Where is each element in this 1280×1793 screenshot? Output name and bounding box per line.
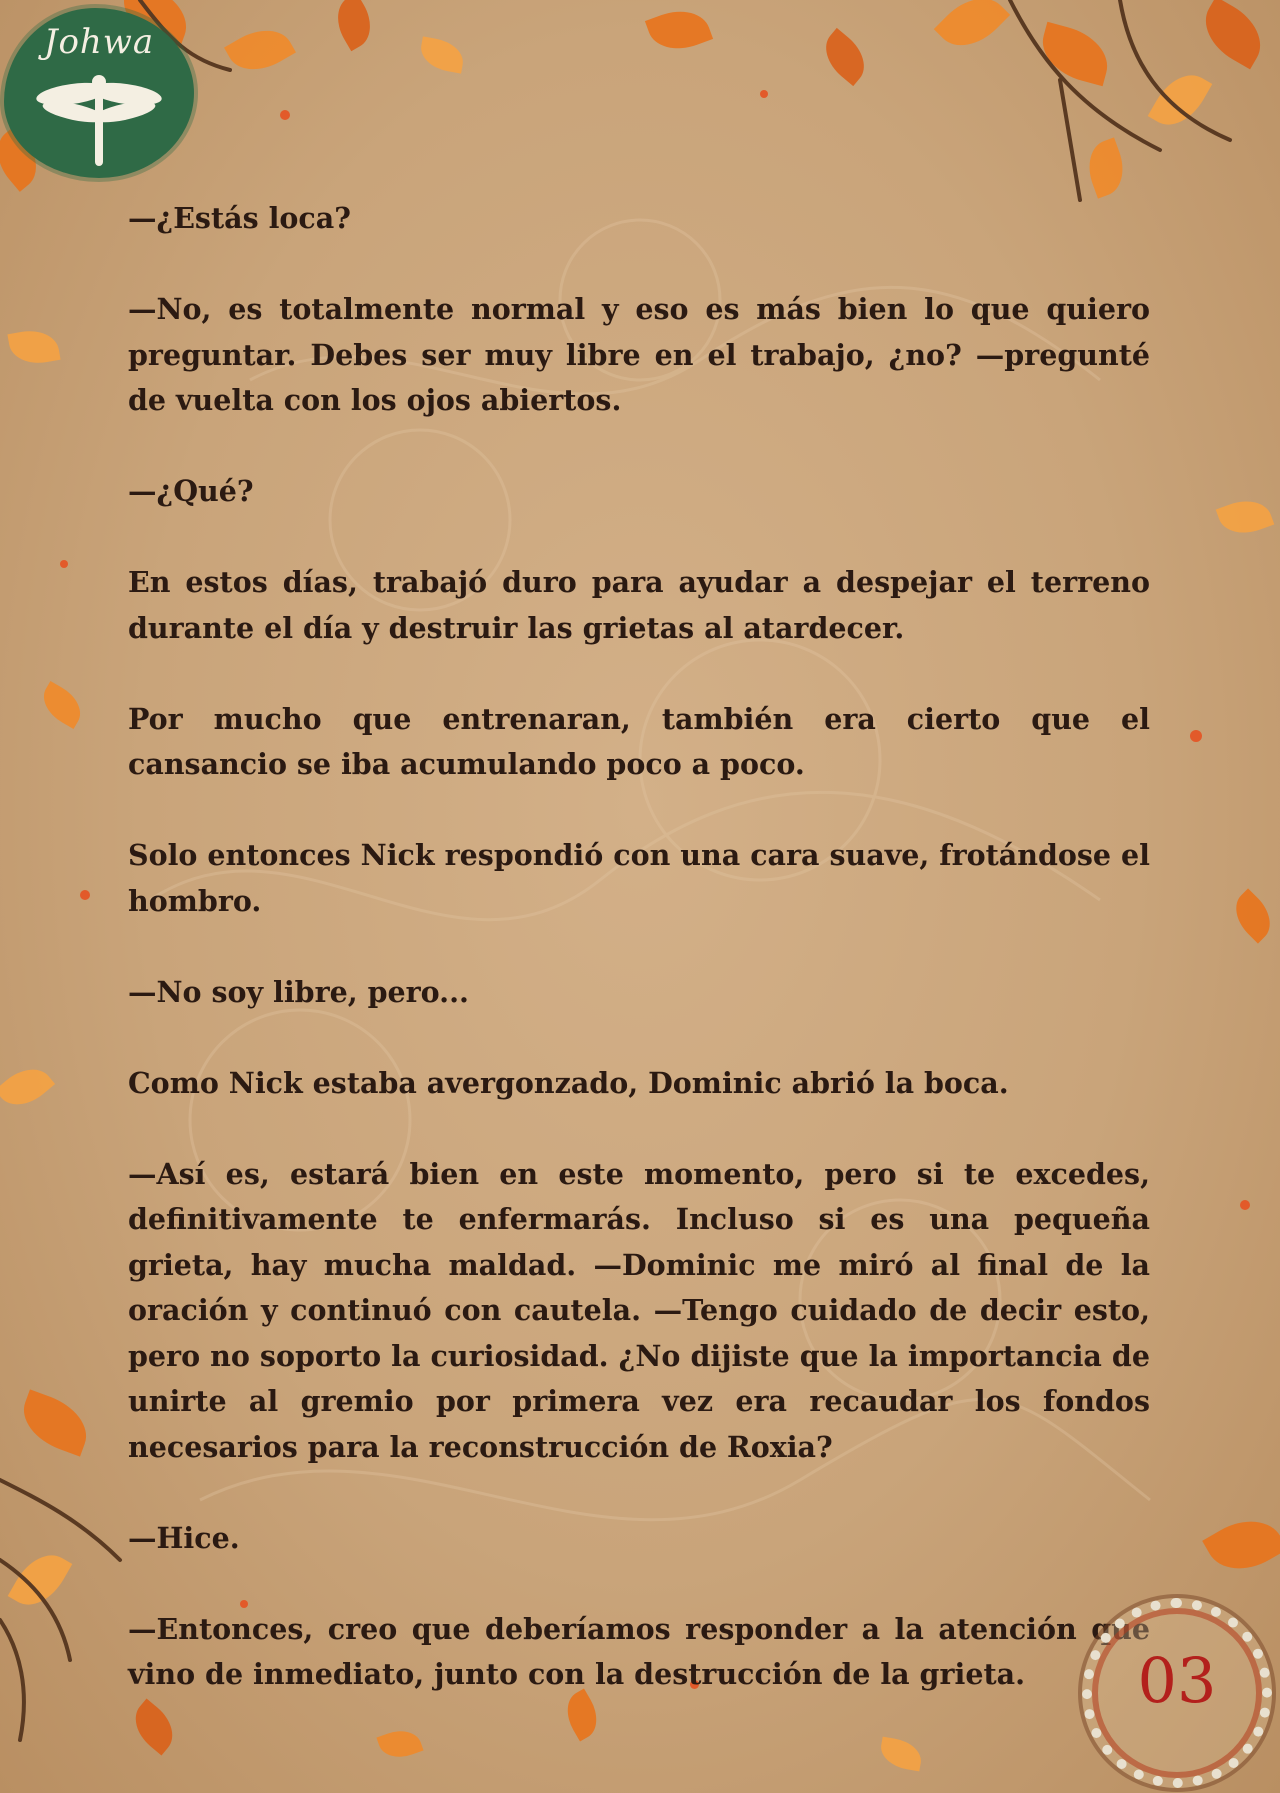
- paragraph: —No, es totalmente normal y eso es más bien lo que quiero preguntar. Debes ser muy libre en el trabajo, ¿no? —pregunté de vuelta con los ojos abiertos.: [128, 292, 1150, 417]
- paragraph: En estos días, trabajó duro para ayudar a despejar el terreno durante el día y destruir las grietas al atardecer.: [128, 565, 1150, 645]
- paragraph: Por mucho que entrenaran, también era cierto que el cansancio se iba acumulando poco a poco.: [128, 701, 1150, 781]
- paragraph: —Entonces, creo que deberíamos responder a la atención que vino de inmediato, junto con la destrucción de la grieta.: [128, 1611, 1150, 1691]
- paragraph: —¿Qué?: [128, 474, 254, 508]
- paragraph: —Así es, estará bien en este momento, pero si te excedes, definitivamente te enfermarás. Incluso si es una pequeña grieta, hay mucha maldad. —Dominic me miró al final de la oración y continuó con cautela. —Tengo cuidado de decir esto, pero no soporto la curiosidad. ¿No dijiste que la importancia de unirte al gremio por primera vez era recaudar los fondos necesarios para la reconstrucción de Roxia?: [128, 1156, 1150, 1464]
- paragraph: Como Nick estaba avergonzado, Dominic abrió la boca.: [128, 1065, 1009, 1100]
- paragraph: Solo entonces Nick respondió con una cara suave, frotándose el hombro.: [128, 838, 1150, 918]
- paragraph: —¿Estás loca?: [128, 201, 351, 235]
- page-number: 03: [1137, 1644, 1217, 1717]
- dragonfly-icon: [34, 68, 164, 168]
- chapter-text: [128, 196, 1150, 1743]
- page-number-wreath: [1082, 1598, 1272, 1788]
- paragraph: —Hice.: [128, 1520, 240, 1555]
- logo-text: Johwa: [43, 22, 155, 62]
- paragraph: —No soy libre, pero...: [128, 974, 469, 1009]
- johwa-logo: [4, 8, 194, 178]
